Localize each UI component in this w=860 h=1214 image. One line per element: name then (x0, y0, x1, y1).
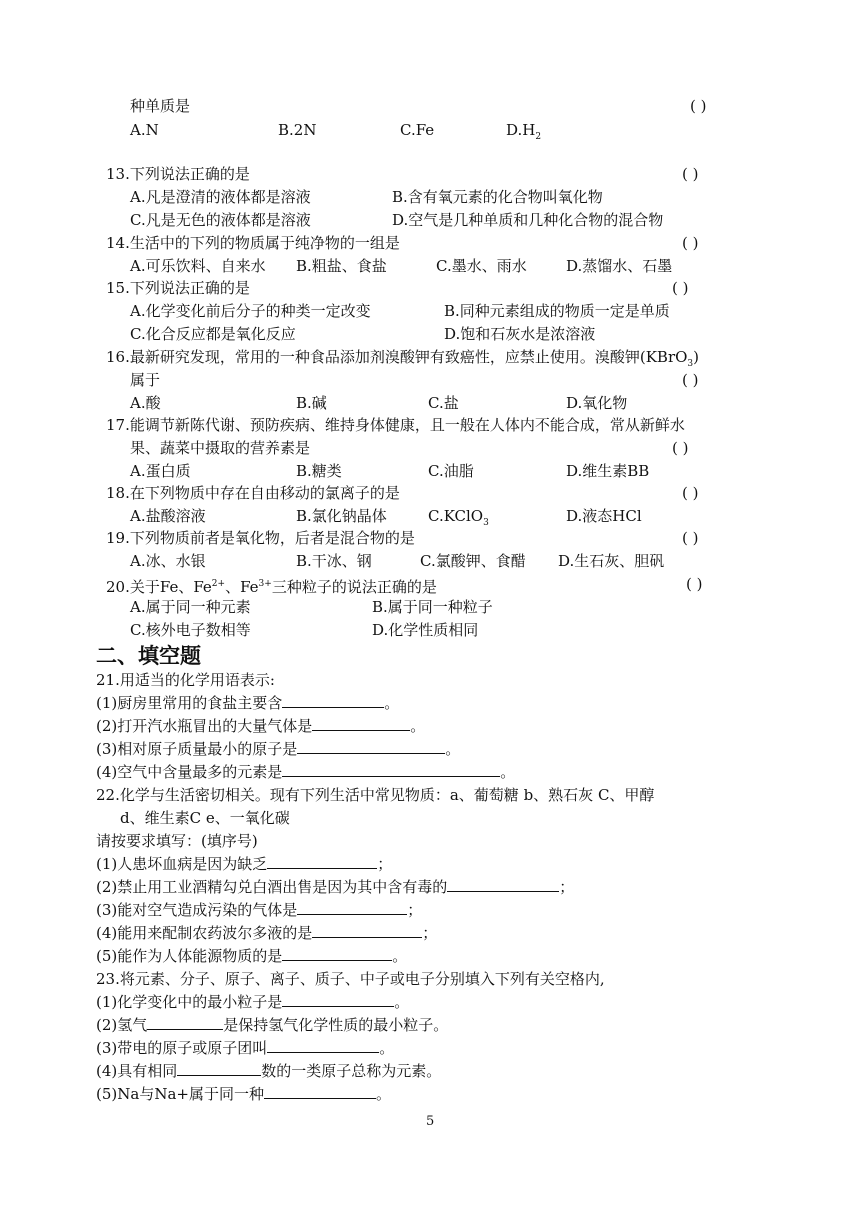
q18-stem: 18.在下列物质中存在自由移动的氯离子的是 (106, 484, 400, 502)
q12-option-d: $D.H_2$ (506, 121, 542, 142)
q22-instruction: 请按要求填写：(填序号) (96, 832, 258, 850)
section-heading-fill-in: 二、填空题 (96, 644, 201, 668)
q23-item-3: (3)带电的原子或原子团叫 。 (96, 1039, 395, 1057)
q14-option-d: D.蒸馏水、石墨 (566, 257, 673, 275)
answer-blank[interactable] (267, 1038, 379, 1053)
q15-option-a: A.化学变化前后分子的种类一定改变 (130, 302, 371, 320)
kclo3-subscript: 3 (483, 518, 489, 528)
q18-option-a: A.盐酸溶液 (130, 507, 206, 525)
q20-stem: 20.关于Fe、$Fe^{2+}$、$Fe^{3+}$三种粒子的说法正确的是 (106, 578, 437, 596)
q13-stem: 13.下列说法正确的是 (106, 165, 250, 183)
q16-option-d: D.氧化物 (566, 394, 628, 412)
q17-answer-paren: ( ) (672, 439, 689, 457)
answer-blank[interactable] (264, 1084, 376, 1099)
h2-subscript: 2 (535, 132, 542, 142)
q21-item-3: (3)相对原子质量最小的原子是 。 (96, 740, 461, 758)
answer-blank[interactable] (297, 739, 445, 754)
q23-item-5: (5)Na与Na+属于同一种 。 (96, 1085, 391, 1103)
q18-option-d: D.液态HCl (566, 507, 642, 525)
q21-stem: 21.用适当的化学用语表示: (96, 671, 275, 689)
q17-option-d: D.维生素BB (566, 462, 650, 480)
q23-item-1: (1)化学变化中的最小粒子是 。 (96, 993, 410, 1011)
q17-stem: 17.能调节新陈代谢、预防疾病、维持身体健康，且一般在人体内不能合成，常从新鲜水 (106, 416, 685, 434)
q19-option-a: A.冰、水银 (130, 552, 206, 570)
q14-option-b: B.粗盐、食盐 (296, 257, 387, 275)
answer-blank[interactable] (297, 900, 407, 915)
fe2-superscript: 2+ (211, 579, 226, 589)
q13-option-b: B.含有氧元素的化合物叫氧化物 (392, 188, 603, 206)
q19-option-b: B.干冰、钢 (296, 552, 372, 570)
q22-stem: 22.化学与生活密切相关。现有下列生活中常见物质：a、葡萄糖 b、熟石灰 C、甲醇 (96, 786, 655, 804)
q19-option-c: C.氯酸钾、食醋 (420, 552, 526, 570)
q17-option-c: C.油脂 (428, 462, 474, 480)
q21-item-1: (1)厨房里常用的食盐主要含 。 (96, 694, 400, 712)
answer-blank[interactable] (267, 854, 377, 869)
q18-option-b: B.氯化钠晶体 (296, 507, 387, 525)
q16-stem: 16.最新研究发现，常用的一种食品添加剂溴酸钾有致癌性，应禁止使用。溴酸钾(KBrO$_3$) (106, 348, 700, 369)
q20-option-d: D.化学性质相同 (372, 621, 479, 639)
q14-stem: 14.生活中的下列的物质属于纯净物的一组是 (106, 234, 400, 252)
q12-option-a: A.N (130, 121, 159, 139)
q16-option-a: A.酸 (130, 394, 161, 412)
q17-option-b: B.糖类 (296, 462, 342, 480)
answer-blank[interactable] (282, 762, 500, 777)
q14-answer-paren: ( ) (682, 234, 699, 252)
q20-option-a: A.属于同一种元素 (130, 598, 251, 616)
kbro3-subscript: 3 (687, 359, 694, 369)
q15-option-b: B.同种元素组成的物质一定是单质 (444, 302, 670, 320)
answer-blank[interactable] (312, 923, 422, 938)
answer-blank[interactable] (282, 946, 392, 961)
q16-option-c: C.盐 (428, 394, 459, 412)
answer-blank[interactable] (282, 992, 394, 1007)
q13-option-a: A.凡是澄清的液体都是溶液 (130, 188, 311, 206)
q16-option-b: B.碱 (296, 394, 327, 412)
q19-option-d: D.生石灰、胆矾 (558, 552, 665, 570)
answer-blank[interactable] (282, 693, 384, 708)
q21-item-2: (2)打开汽水瓶冒出的大量气体是 。 (96, 717, 426, 735)
q12-option-b: B.2N (278, 121, 317, 139)
q22-item-2: (2)禁止用工业酒精勾兑白酒出售是因为其中含有毒的 ； (96, 878, 575, 896)
q12-answer-paren: ( ) (690, 97, 707, 115)
q20-answer-paren: ( ) (686, 575, 703, 593)
q14-option-c: C.墨水、雨水 (436, 257, 527, 275)
q18-answer-paren: ( ) (682, 484, 699, 502)
q22-stem-cont: d、维生素C e、一氧化碳 (120, 809, 290, 827)
answer-blank[interactable] (147, 1015, 223, 1030)
q13-answer-paren: ( ) (682, 165, 699, 183)
q23-item-4: (4)具有相同 数的一类原子总称为元素。 (96, 1062, 442, 1080)
q15-answer-paren: ( ) (672, 279, 689, 297)
q12-option-c: C.Fe (400, 121, 435, 139)
q13-option-d: D.空气是几种单质和几种化合物的混合物 (392, 211, 664, 229)
q18-option-c: C.KClO$_3$ (428, 507, 489, 528)
q15-stem: 15.下列说法正确的是 (106, 279, 250, 297)
q17-stem-cont: 果、蔬菜中摄取的营养素是 (130, 439, 311, 457)
q14-option-a: A.可乐饮料、自来水 (130, 257, 266, 275)
q13-option-c: C.凡是无色的液体都是溶液 (130, 211, 311, 229)
q21-item-4: (4)空气中含量最多的元素是 。 (96, 763, 516, 781)
answer-blank[interactable] (447, 877, 559, 892)
q16-answer-paren: ( ) (682, 371, 699, 389)
answer-blank[interactable] (312, 716, 410, 731)
q19-stem: 19.下列物质前者是氧化物，后者是混合物的是 (106, 529, 415, 547)
q23-item-2: (2)氢气 是保持氢气化学性质的最小粒子。 (96, 1016, 449, 1034)
page-number: 5 (426, 1114, 435, 1129)
q12-stem: 种单质是 (130, 97, 191, 115)
q20-option-b: B.属于同一种粒子 (372, 598, 493, 616)
q15-option-d: D.饱和石灰水是浓溶液 (444, 325, 596, 343)
q20-option-c: C.核外电子数相等 (130, 621, 251, 639)
fe3-superscript: 3+ (258, 579, 272, 589)
q15-option-c: C.化合反应都是氧化反应 (130, 325, 296, 343)
answer-blank[interactable] (177, 1061, 261, 1076)
q22-item-5: (5)能作为人体能源物质的是 。 (96, 947, 408, 965)
q23-stem: 23.将元素、分子、原子、离子、质子、中子或电子分别填入下列有关空格内, (96, 970, 605, 988)
q17-option-a: A.蛋白质 (130, 462, 191, 480)
q16-stem-cont: 属于 (130, 371, 161, 389)
q22-item-3: (3)能对空气造成污染的气体是 ； (96, 901, 423, 919)
q19-answer-paren: ( ) (682, 529, 699, 547)
q22-item-4: (4)能用来配制农药波尔多液的是 ； (96, 924, 438, 942)
q22-item-1: (1)人患坏血病是因为缺乏 ； (96, 855, 393, 873)
